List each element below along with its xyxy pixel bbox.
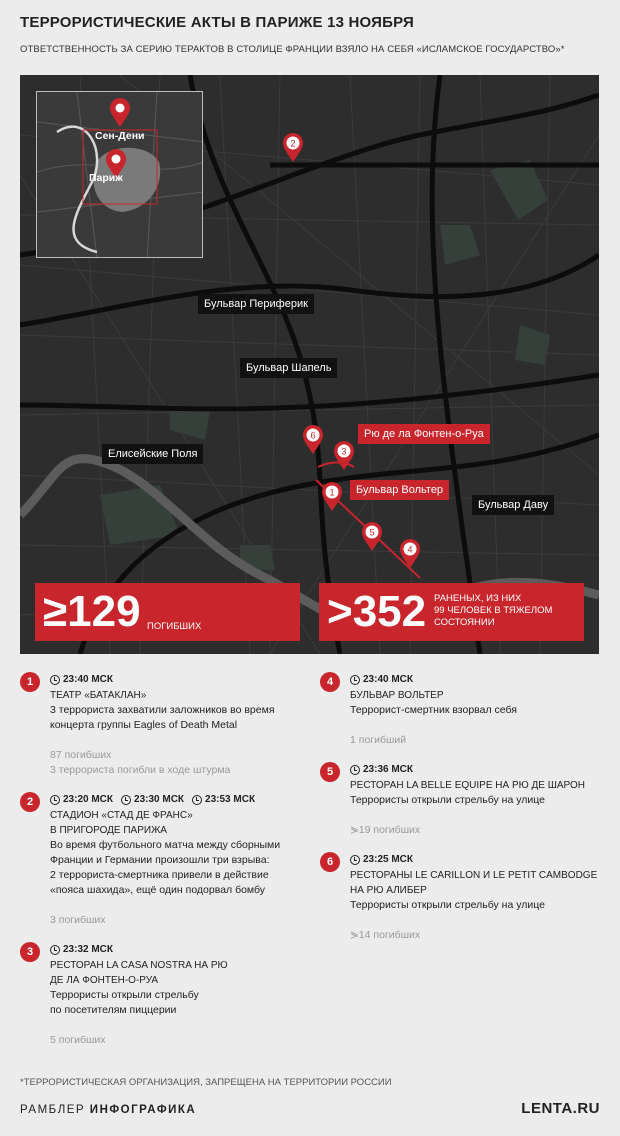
label-periferik: Бульвар Периферик: [198, 294, 314, 314]
event-2-toll: 3 погибших: [50, 914, 106, 926]
label-davout: Бульвар Даву: [472, 495, 554, 515]
event-6-desc: Террористы открыли стрельбу на улице: [350, 899, 545, 911]
event-2-time-2: 23:30 МСК: [121, 792, 184, 807]
saint-denis-label: Сен-Дени: [95, 130, 145, 142]
marker-6-pin[interactable]: [302, 425, 324, 455]
event-6-place-1: РЕСТОРАНЫ LE CARILLON И LE PETIT CAMBODGE: [350, 870, 598, 881]
clock-icon: [350, 855, 360, 865]
marker-6-number: 6: [310, 430, 316, 441]
paris-label: Париж: [89, 172, 123, 184]
dead-count-value: ≥129: [43, 587, 141, 636]
page-subtitle: ОТВЕТСТВЕННОСТЬ ЗА СЕРИЮ ТЕРАКТОВ В СТОЛИЦЕ ФРАНЦИИ ВЗЯЛО НА СЕБЯ «ИСЛАМСКОЕ ГОСУДАРСТВО»*: [20, 44, 565, 55]
event-3-desc-1: Террористы открыли стрельбу: [50, 989, 199, 1001]
saint-denis-pin-icon: [109, 98, 131, 128]
event-1-desc-2: концерта группы Eagles of Death Metal: [50, 719, 238, 731]
clock-icon: [50, 945, 60, 955]
clock-icon: [50, 795, 60, 805]
event-4-time: 23:40 МСК: [350, 672, 413, 687]
event-2-number: 2: [20, 792, 40, 812]
event-2-desc-1: Во время футбольного матча между сборными: [50, 839, 281, 851]
event-4-desc: Террорист-смертник взорвал себя: [350, 704, 517, 716]
brand-section: ИНФОГРАФИКА: [89, 1104, 197, 1116]
injured-count-value: >352: [327, 587, 427, 636]
dead-count-caption: ПОГИБШИХ: [147, 621, 202, 632]
event-1-time-text: 23:40 МСК: [63, 674, 114, 685]
injured-caption-3: СОСТОЯНИИ: [434, 617, 495, 628]
marker-1-pin[interactable]: [321, 482, 343, 512]
event-5-place: РЕСТОРАН LA BELLE EQUIPE НА РЮ ДЕ ШАРОН: [350, 780, 585, 791]
label-fontaine: Рю де ла Фонтен-о-Руа: [358, 424, 490, 444]
marker-2-pin[interactable]: [282, 133, 304, 163]
label-chapelle: Бульвар Шапель: [240, 358, 337, 378]
dead-count-banner: [35, 583, 300, 641]
label-elysees: Елисейские Поля: [102, 444, 203, 464]
paris-map[interactable]: [20, 75, 599, 654]
marker-2-number: 2: [290, 138, 296, 149]
event-3-toll: 5 погибших: [50, 1034, 106, 1046]
event-2-time-3: 23:53 МСК: [192, 792, 255, 807]
event-6-time: 23:25 МСК: [350, 852, 413, 867]
event-5-number: 5: [320, 762, 340, 782]
injured-count-banner: [319, 583, 584, 641]
event-1-time: [50, 672, 113, 687]
rambler-brand[interactable]: [20, 1104, 196, 1116]
marker-4-pin[interactable]: [399, 539, 421, 569]
marker-4-number: 4: [407, 544, 413, 555]
clock-icon: [350, 675, 360, 685]
event-1-desc-1: 3 террориста захватили заложников во время: [50, 704, 275, 716]
marker-3-pin[interactable]: [333, 441, 355, 471]
marker-3-number: 3: [341, 446, 347, 457]
event-5-toll: ⋟19 погибших: [350, 824, 421, 836]
clock-icon: [192, 795, 202, 805]
label-voltaire: Бульвар Вольтер: [350, 480, 449, 500]
event-1-number: 1: [20, 672, 40, 692]
event-1-toll-1: 87 погибших: [50, 749, 112, 761]
marker-5-number: 5: [369, 527, 375, 538]
marker-5-pin[interactable]: [361, 522, 383, 552]
event-1-place: ТЕАТР «БАТАКЛАН»: [50, 690, 147, 701]
clock-icon: [50, 675, 60, 685]
clock-icon: [121, 795, 131, 805]
event-6-place-2: НА РЮ АЛИБЕР: [350, 885, 427, 896]
locator-inset: [36, 91, 203, 258]
event-2-desc-3: 2 террориста-смертника привели в действие: [50, 869, 269, 881]
brand-name: РАМБЛЕР: [20, 1104, 86, 1116]
event-4-place: БУЛЬВАР ВОЛЬТЕР: [350, 690, 444, 701]
footnote: *ТЕРРОРИСТИЧЕСКАЯ ОРГАНИЗАЦИЯ, ЗАПРЕЩЕНА НА ТЕРРИТОРИИ РОССИИ: [20, 1077, 392, 1088]
event-2-desc-2: Франции и Германии произошли три взрыва:: [50, 854, 270, 866]
event-2-time-1: 23:20 МСК: [50, 792, 113, 807]
event-1-toll-2: 3 террориста погибли в ходе штурма: [50, 764, 231, 776]
event-5-time: 23:36 МСК: [350, 762, 413, 777]
event-4-number: 4: [320, 672, 340, 692]
event-2-place-2: В ПРИГОРОДЕ ПАРИЖА: [50, 825, 167, 836]
page-title: ТЕРРОРИСТИЧЕСКИЕ АКТЫ В ПАРИЖЕ 13 НОЯБРЯ: [20, 14, 414, 31]
injured-caption-2: 99 ЧЕЛОВЕК В ТЯЖЕЛОМ: [434, 605, 553, 616]
event-2-desc-4: «пояса шахида», ещё один подорвал бомбу: [50, 884, 266, 896]
marker-1-number: 1: [329, 487, 335, 498]
clock-icon: [350, 765, 360, 775]
event-5-desc: Террористы открыли стрельбу на улице: [350, 794, 545, 806]
event-2-place-1: СТАДИОН «СТАД ДЕ ФРАНС»: [50, 810, 193, 821]
event-3-place-2: ДЕ ЛА ФОНТЕН-О-РУА: [50, 975, 159, 986]
injured-caption-1: РАНЕНЫХ, ИЗ НИХ: [434, 593, 522, 604]
event-3-place-1: РЕСТОРАН LA CASA NOSTRA НА РЮ: [50, 960, 228, 971]
event-3-number: 3: [20, 942, 40, 962]
event-4-toll: 1 погибший: [350, 734, 407, 746]
event-6-toll: ⋟14 погибших: [350, 929, 421, 941]
lenta-logo[interactable]: LENTA.RU: [521, 1100, 600, 1117]
event-3-desc-2: по посетителям пиццерии: [50, 1004, 177, 1016]
event-3-time: 23:32 МСК: [50, 942, 113, 957]
event-6-number: 6: [320, 852, 340, 872]
